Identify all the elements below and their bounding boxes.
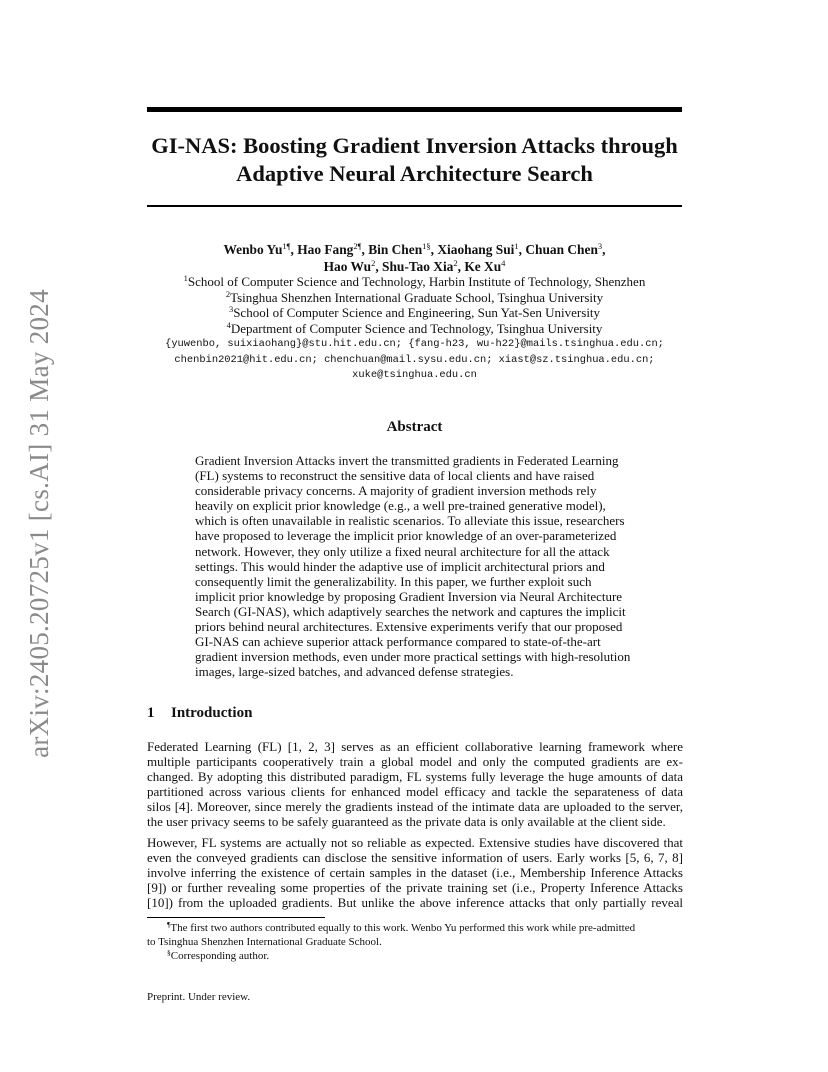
- abstract-line: (FL) systems to reconstruct the sensitive data of local clients and have raised: [195, 468, 595, 484]
- abstract-heading: Abstract: [386, 419, 443, 435]
- author-emails: [100, 337, 729, 384]
- author-separator: ,: [602, 242, 606, 257]
- email-line: xuke@tsinghua.edu.cn: [352, 369, 477, 382]
- body-line: changed. By adopting this distributed paradigm, FL systems fully leverage the huge amounts of data: [147, 769, 683, 785]
- abstract-line: Gradient Inversion Attacks invert the transmitted gradients in Federated Learning: [195, 453, 619, 468]
- abstract-line: images, large-sized batches, and advanced defense strategies.: [195, 664, 514, 680]
- abstract-line: network. However, they only utilize a fixed neural architecture for all the attack: [195, 543, 610, 559]
- author-affiliation-mark: 2: [371, 258, 376, 268]
- author-name: Hao Wu: [323, 259, 372, 274]
- abstract-line: settings. This would hinder the adaptive use of implicit architectural priors and: [195, 558, 605, 574]
- paper-title: [147, 132, 682, 188]
- affiliation-mark: 4: [226, 319, 231, 330]
- body-line: However, FL systems are actually not so reliable as expected. Extensive studies have discovered that: [147, 835, 683, 850]
- email-line: {yuwenbo, suixiaohang}@stu.hit.edu.cn; {fang-h23, wu-h22}@mails.tsinghua.edu.cn;: [165, 338, 664, 350]
- title-bottom-rule: [147, 205, 682, 207]
- body-line: even the conveyed gradients can disclose the sensitive information of users. Early works [5, 6, 7, 8]: [147, 850, 683, 866]
- body-line: [10]) from the uploaded gradients. But unlike the above inference attacks that only partially reveal: [147, 895, 683, 911]
- footnote-mark: §: [167, 948, 171, 957]
- abstract-line: heavily on explicit prior knowledge (e.g., a well pre-trained generative model),: [195, 498, 606, 514]
- author-name: , Bin Chen: [361, 242, 423, 257]
- body-line: multiple participants cooperatively train a global model and only the computed gradients are ex-: [147, 754, 683, 770]
- affiliation-line: [120, 290, 709, 306]
- footnote-mark: ¶: [167, 920, 171, 929]
- section-heading-introduction: [147, 704, 252, 722]
- arxiv-side-identifier: [24, 288, 54, 758]
- author-affiliation-mark: 1¶: [282, 241, 291, 251]
- body-line: [9]) or further revealing some properties of the private training set (i.e., Property Inference Attacks: [147, 880, 683, 896]
- footnote-text: The first two authors contributed equally to this work. Wenbo Yu performed this work while pre-admitted: [170, 922, 636, 934]
- email-line: chenbin2021@hit.edu.cn; chenchuan@mail.sysu.edu.cn; xiast@sz.tsinghua.edu.cn;: [174, 353, 655, 366]
- affiliation-line: [120, 321, 709, 337]
- abstract-line: considerable privacy concerns. A majority of gradient inversion methods rely: [195, 483, 597, 499]
- footnote-line: [147, 949, 683, 963]
- affiliation-mark: 2: [225, 288, 231, 299]
- affiliation-list: [120, 274, 709, 336]
- author-name: , Hao Fang: [290, 242, 354, 257]
- author-affiliation-mark: 1: [514, 241, 519, 251]
- author-name: Wenbo Yu: [223, 242, 283, 257]
- body-line: silos [4]. Moreover, since merely the gradients instead of the intimate data are uploaded to the server,: [147, 799, 683, 815]
- body-line: partitioned across various clients for enhanced model efficacy and tackle the separateness of data: [147, 784, 683, 800]
- author-affiliation-mark: 4: [501, 258, 506, 268]
- section-title: Introduction: [171, 705, 253, 721]
- preprint-note: Preprint. Under review.: [147, 991, 251, 1003]
- footnote-line: to Tsinghua Shenzhen International Graduate School.: [147, 936, 382, 948]
- affiliation-mark: 1: [183, 273, 188, 283]
- author-line-2: [120, 258, 709, 275]
- abstract-line: consequently limit the generalizability. In this paper, we further exploit such: [195, 573, 592, 589]
- abstract-line: GI-NAS can achieve superior attack performance compared to state-of-the-art: [195, 634, 601, 650]
- author-name: , Shu-Tao Xia: [375, 259, 454, 274]
- body-line: involve inferring the existence of certain samples in the dataset (i.e., Membership Inference Attacks: [147, 865, 683, 881]
- author-name: , Ke Xu: [457, 259, 502, 274]
- title-line-1: GI-NAS: Boosting Gradient Inversion Attacks through: [151, 133, 678, 158]
- author-list: [120, 241, 709, 275]
- footnotes: [147, 921, 683, 963]
- body-line: Federated Learning (FL) [1, 2, 3] serves as an efficient collaborative learning framework where: [147, 739, 683, 754]
- title-line-2: Adaptive Neural Architecture Search: [236, 161, 593, 186]
- abstract-line: gradient inversion methods, even under more practical settings with high-resolution: [195, 649, 631, 665]
- affiliation-text: School of Computer Science and Engineering, Sun Yat-Sen University: [233, 305, 601, 321]
- affiliation-text: Tsinghua Shenzhen International Graduate School, Tsinghua University: [230, 289, 604, 305]
- footnote-text: Corresponding author.: [170, 950, 270, 962]
- arxiv-identifier-text: arXiv:2405.20725v1 [cs.AI] 31 May 2024: [23, 288, 54, 758]
- body-line: the user privacy seems to be safely guaranteed as the private data is only available at the client side.: [147, 814, 666, 830]
- title-top-rule: [147, 107, 682, 112]
- author-affiliation-mark: 2¶: [353, 241, 362, 251]
- footnote-line: [147, 921, 683, 935]
- abstract-line: Search (GI-NAS), which adaptively searches the network and captures the implicit: [195, 603, 626, 619]
- author-affiliation-mark: 1§: [422, 241, 431, 251]
- affiliation-line: [120, 305, 709, 321]
- abstract-line: priors behind neural architectures. Extensive experiments verify that our proposed: [195, 619, 623, 635]
- abstract-line: which is often unavailable in realistic scenarios. To alleviate this issue, researchers: [195, 513, 625, 529]
- abstract-line: have proposed to leverage the implicit prior knowledge of an over-parameterized: [195, 528, 617, 544]
- author-affiliation-mark: 2: [453, 258, 458, 268]
- intro-paragraph-2: [147, 835, 683, 910]
- abstract-body: [195, 453, 635, 679]
- footnote-rule: [147, 917, 325, 918]
- affiliation-text: School of Computer Science and Technology, Harbin Institute of Technology, Shenzhen: [187, 274, 646, 289]
- author-name: , Chuan Chen: [518, 242, 598, 257]
- author-affiliation-mark: 3: [597, 241, 603, 251]
- author-line-1: [120, 241, 709, 258]
- affiliation-line: [120, 274, 709, 290]
- affiliation-mark: 3: [228, 304, 234, 315]
- affiliation-text: Department of Computer Science and Technology, Tsinghua University: [230, 320, 603, 336]
- abstract-line: implicit prior knowledge by proposing Gradient Inversion via Neural Architecture: [195, 588, 623, 604]
- intro-paragraph-1: [147, 739, 683, 830]
- author-name: , Xiaohang Sui: [430, 242, 515, 257]
- section-number: 1: [147, 705, 155, 721]
